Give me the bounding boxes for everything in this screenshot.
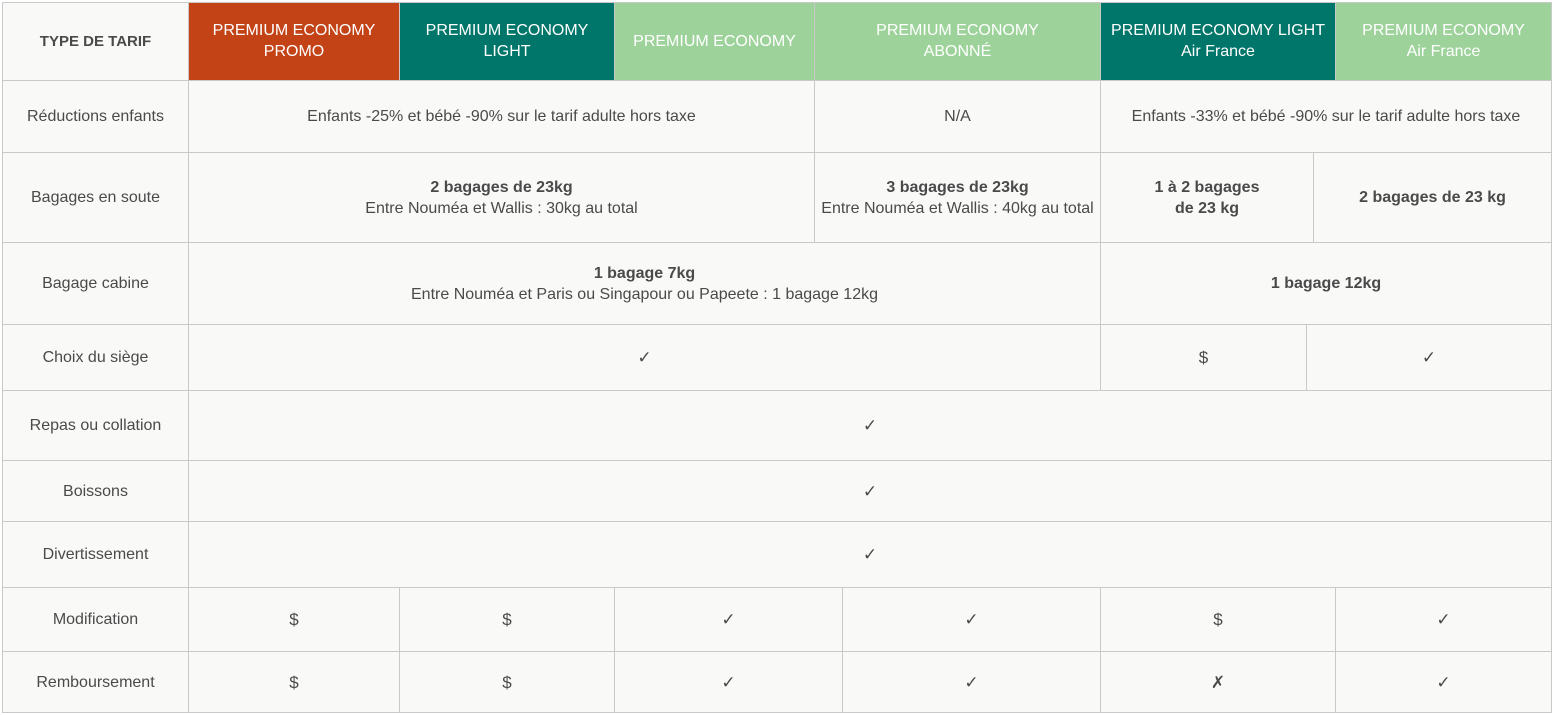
modification-cell-3: ✓ (615, 588, 843, 652)
header-light-af-line1: PREMIUM ECONOMY LIGHT (1111, 22, 1325, 39)
row-label-siege: Choix du siège (2, 325, 189, 391)
soute-a-note: Entre Nouméa et Wallis : 30kg au total (365, 199, 638, 217)
reductions-cell-a: Enfants -25% et bébé -90% sur le tarif adulte hors taxe (189, 81, 815, 153)
header-abonne-line1: PREMIUM ECONOMY (876, 22, 1039, 39)
header-standard (615, 2, 815, 81)
row-label-reductions: Réductions enfants (2, 81, 189, 153)
soute-cell-c (1101, 153, 1314, 243)
header-standard-af (1336, 2, 1552, 81)
row-label-cabine: Bagage cabine (2, 243, 189, 325)
header-light-line2: LIGHT (483, 43, 531, 60)
modification-cell-2: $ (400, 588, 615, 652)
remboursement-cell-2: $ (400, 652, 615, 713)
soute-b-note: Entre Nouméa et Wallis : 40kg au total (821, 199, 1094, 217)
repas-cell: ✓ (189, 391, 1552, 461)
modification-cell-6: ✓ (1336, 588, 1552, 652)
row-label-soute: Bagages en soute (2, 153, 189, 243)
header-promo-line2: PROMO (263, 43, 325, 60)
header-standard-line1: PREMIUM ECONOMY (633, 32, 796, 50)
soute-cell-d: 2 bagages de 23 kg (1314, 153, 1552, 243)
header-light-af (1101, 2, 1336, 81)
remboursement-cell-3: ✓ (615, 652, 843, 713)
header-promo (189, 2, 400, 81)
header-light (400, 2, 615, 81)
header-abonne (815, 2, 1101, 81)
row-label-boissons: Boissons (2, 461, 189, 522)
header-standard-af-line1: PREMIUM ECONOMY (1362, 22, 1525, 39)
siege-cell-c: ✓ (1307, 325, 1552, 391)
cabine-a-note: Entre Nouméa et Paris ou Singapour ou Papeete : 1 bagage 12kg (411, 285, 878, 303)
soute-c-line1: 1 à 2 bagages (1154, 178, 1260, 196)
boissons-cell: ✓ (189, 461, 1552, 522)
remboursement-cell-5: ✗ (1101, 652, 1336, 713)
modification-cell-5: $ (1101, 588, 1336, 652)
remboursement-cell-6: ✓ (1336, 652, 1552, 713)
soute-cell-b (815, 153, 1101, 243)
remboursement-cell-1: $ (189, 652, 400, 713)
modification-cell-4: ✓ (843, 588, 1101, 652)
remboursement-cell-4: ✓ (843, 652, 1101, 713)
modification-cell-1: $ (189, 588, 400, 652)
cabine-cell-b: 1 bagage 12kg (1101, 243, 1552, 325)
row-label-modification: Modification (2, 588, 189, 652)
soute-a-bold: 2 bagages de 23kg (430, 178, 573, 196)
soute-c-line2: de 23 kg (1174, 199, 1240, 217)
header-light-af-line2: Air France (1181, 43, 1255, 60)
soute-cell-a (189, 153, 815, 243)
reductions-cell-c: Enfants -33% et bébé -90% sur le tarif adulte hors taxe (1101, 81, 1552, 153)
reductions-cell-b: N/A (815, 81, 1101, 153)
header-type-label: TYPE DE TARIF (2, 2, 189, 81)
row-label-repas: Repas ou collation (2, 391, 189, 461)
header-abonne-line2: ABONNÉ (923, 43, 992, 60)
cabine-cell-a (189, 243, 1101, 325)
siege-cell-a: ✓ (189, 325, 1101, 391)
cabine-a-bold: 1 bagage 7kg (593, 264, 696, 282)
siege-cell-b: $ (1101, 325, 1307, 391)
header-light-line1: PREMIUM ECONOMY (425, 22, 589, 39)
header-promo-line1: PREMIUM ECONOMY (212, 22, 376, 39)
soute-b-bold: 3 bagages de 23kg (886, 178, 1029, 196)
row-label-divertissement: Divertissement (2, 522, 189, 588)
row-label-remboursement: Remboursement (2, 652, 189, 713)
header-standard-af-line2: Air France (1406, 43, 1481, 60)
divertissement-cell: ✓ (189, 522, 1552, 588)
